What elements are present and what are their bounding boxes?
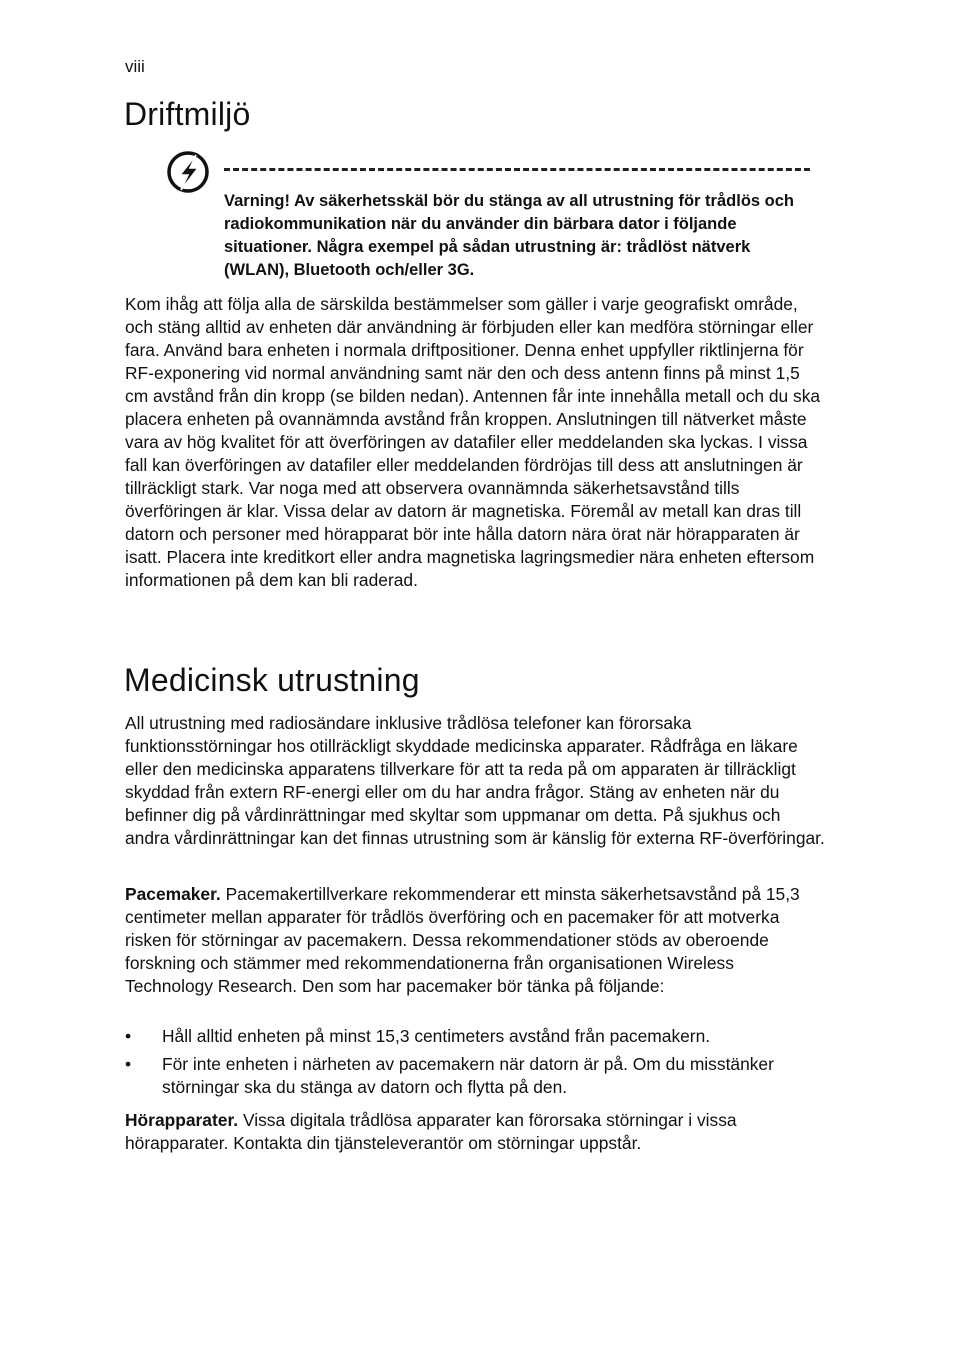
list-item [125,1053,825,1099]
section-title-medical-equipment: Medicinsk utrustning [124,662,420,698]
pacemaker-text: Pacemakertillverkare rekommenderar ett minsta säkerhetsavstånd på 15,3 centimeter mellan apparater för trådlös överföring och en pacemaker för att motverka risken för störningar av pacemakern. Dessa rekommendationer stöds av oberoende forskning och stämmer med rekommendationerna från organisationen Wireless Technology Research. Den som har pacemaker bör tänka på följande: [125,884,800,996]
hearing-text: Vissa digitala trådlösa apparater kan förorsaka störningar i vissa hörapparater. Kontakta din tjänsteleverantör om störningar uppstår. [125,1110,737,1153]
hearing-aid-paragraph [125,1109,825,1155]
warning-separator [224,168,810,171]
page-number: viii [125,57,145,76]
warning-text: Varning! Av säkerhetsskäl bör du stänga av all utrustning för trådlös och radiokommunikation när du använder din bärbara dator i följande situationer. Några exempel på sådan utrustning är: trådlöst nätverk (WLAN), Bluetooth och/eller 3G. [224,192,794,279]
bullet-text: Håll alltid enheten på minst 15,3 centimeters avstånd från pacemakern. [162,1026,711,1046]
medical-intro-paragraph: All utrustning med radiosändare inklusive trådlösa telefoner kan förorsaka funktionsstörningar hos otillräckligt skyddade medicinska apparater. Rådfråga en läkare eller den medicinska apparatens tillverkare för att ta reda på om apparaten är tillräckligt skyddad från extern RF-energi eller om du har andra frågor. Stäng av enheten när du befinner dig på vårdinrättningar med skyltar som uppmanar om detta. På sjukhus och andra vårdinrättningar kan det finnas utrustning som är känslig för externa RF-överföringar. [125,713,825,848]
pacemaker-bullet-list [125,1025,825,1104]
section-title-driftmiljo: Driftmiljö [124,96,251,132]
bullet-icon: • [125,1054,132,1074]
pacemaker-label: Pacemaker. [125,884,221,904]
lightning-warning-icon [166,150,212,196]
hearing-label: Hörapparater. [125,1110,239,1130]
pacemaker-paragraph [125,883,825,998]
list-item [125,1025,825,1048]
environment-paragraph: Kom ihåg att följa alla de särskilda bestämmelser som gäller i varje geografiskt område, och stäng alltid av enheten där användning är förbjuden eller kan medföra störningar eller fara. Använd bara enheten i normala driftpositioner. Denna enhet uppfyller riktlinjerna för RF-exponering vid normal användning samt när den och dess antenn finns på minst 1,5 cm avstånd från din kropp (se bilden nedan). Antennen får inte innehålla metall och du ska placera enheten på ovannämnda avstånd från kroppen. Anslutningen till nätverket måste vara av hög kvalitet för att överföringen av datafiler eller meddelanden ska lyckas. I vissa fall kan överföringen av datafiler eller meddelanden fördröjas till dess att anslutningen är tillräckligt stark. Var noga med att observera ovannämnda säkerhetsavstånd tills överföringen är klar. Vissa delar av datorn är magnetiska. Föremål av metall kan dras till datorn och personer med hörapparat bör inte hålla datorn nära örat när hörapparaten är isatt. Placera inte kreditkort eller andra magnetiska lagringsmedier nära enheten eftersom informationen på dem kan bli raderad. [125,294,821,590]
bullet-icon: • [125,1026,132,1046]
bullet-text: För inte enheten i närheten av pacemakern när datorn är på. Om du misstänker störningar ska du stänga av datorn och flytta på den. [162,1054,774,1097]
